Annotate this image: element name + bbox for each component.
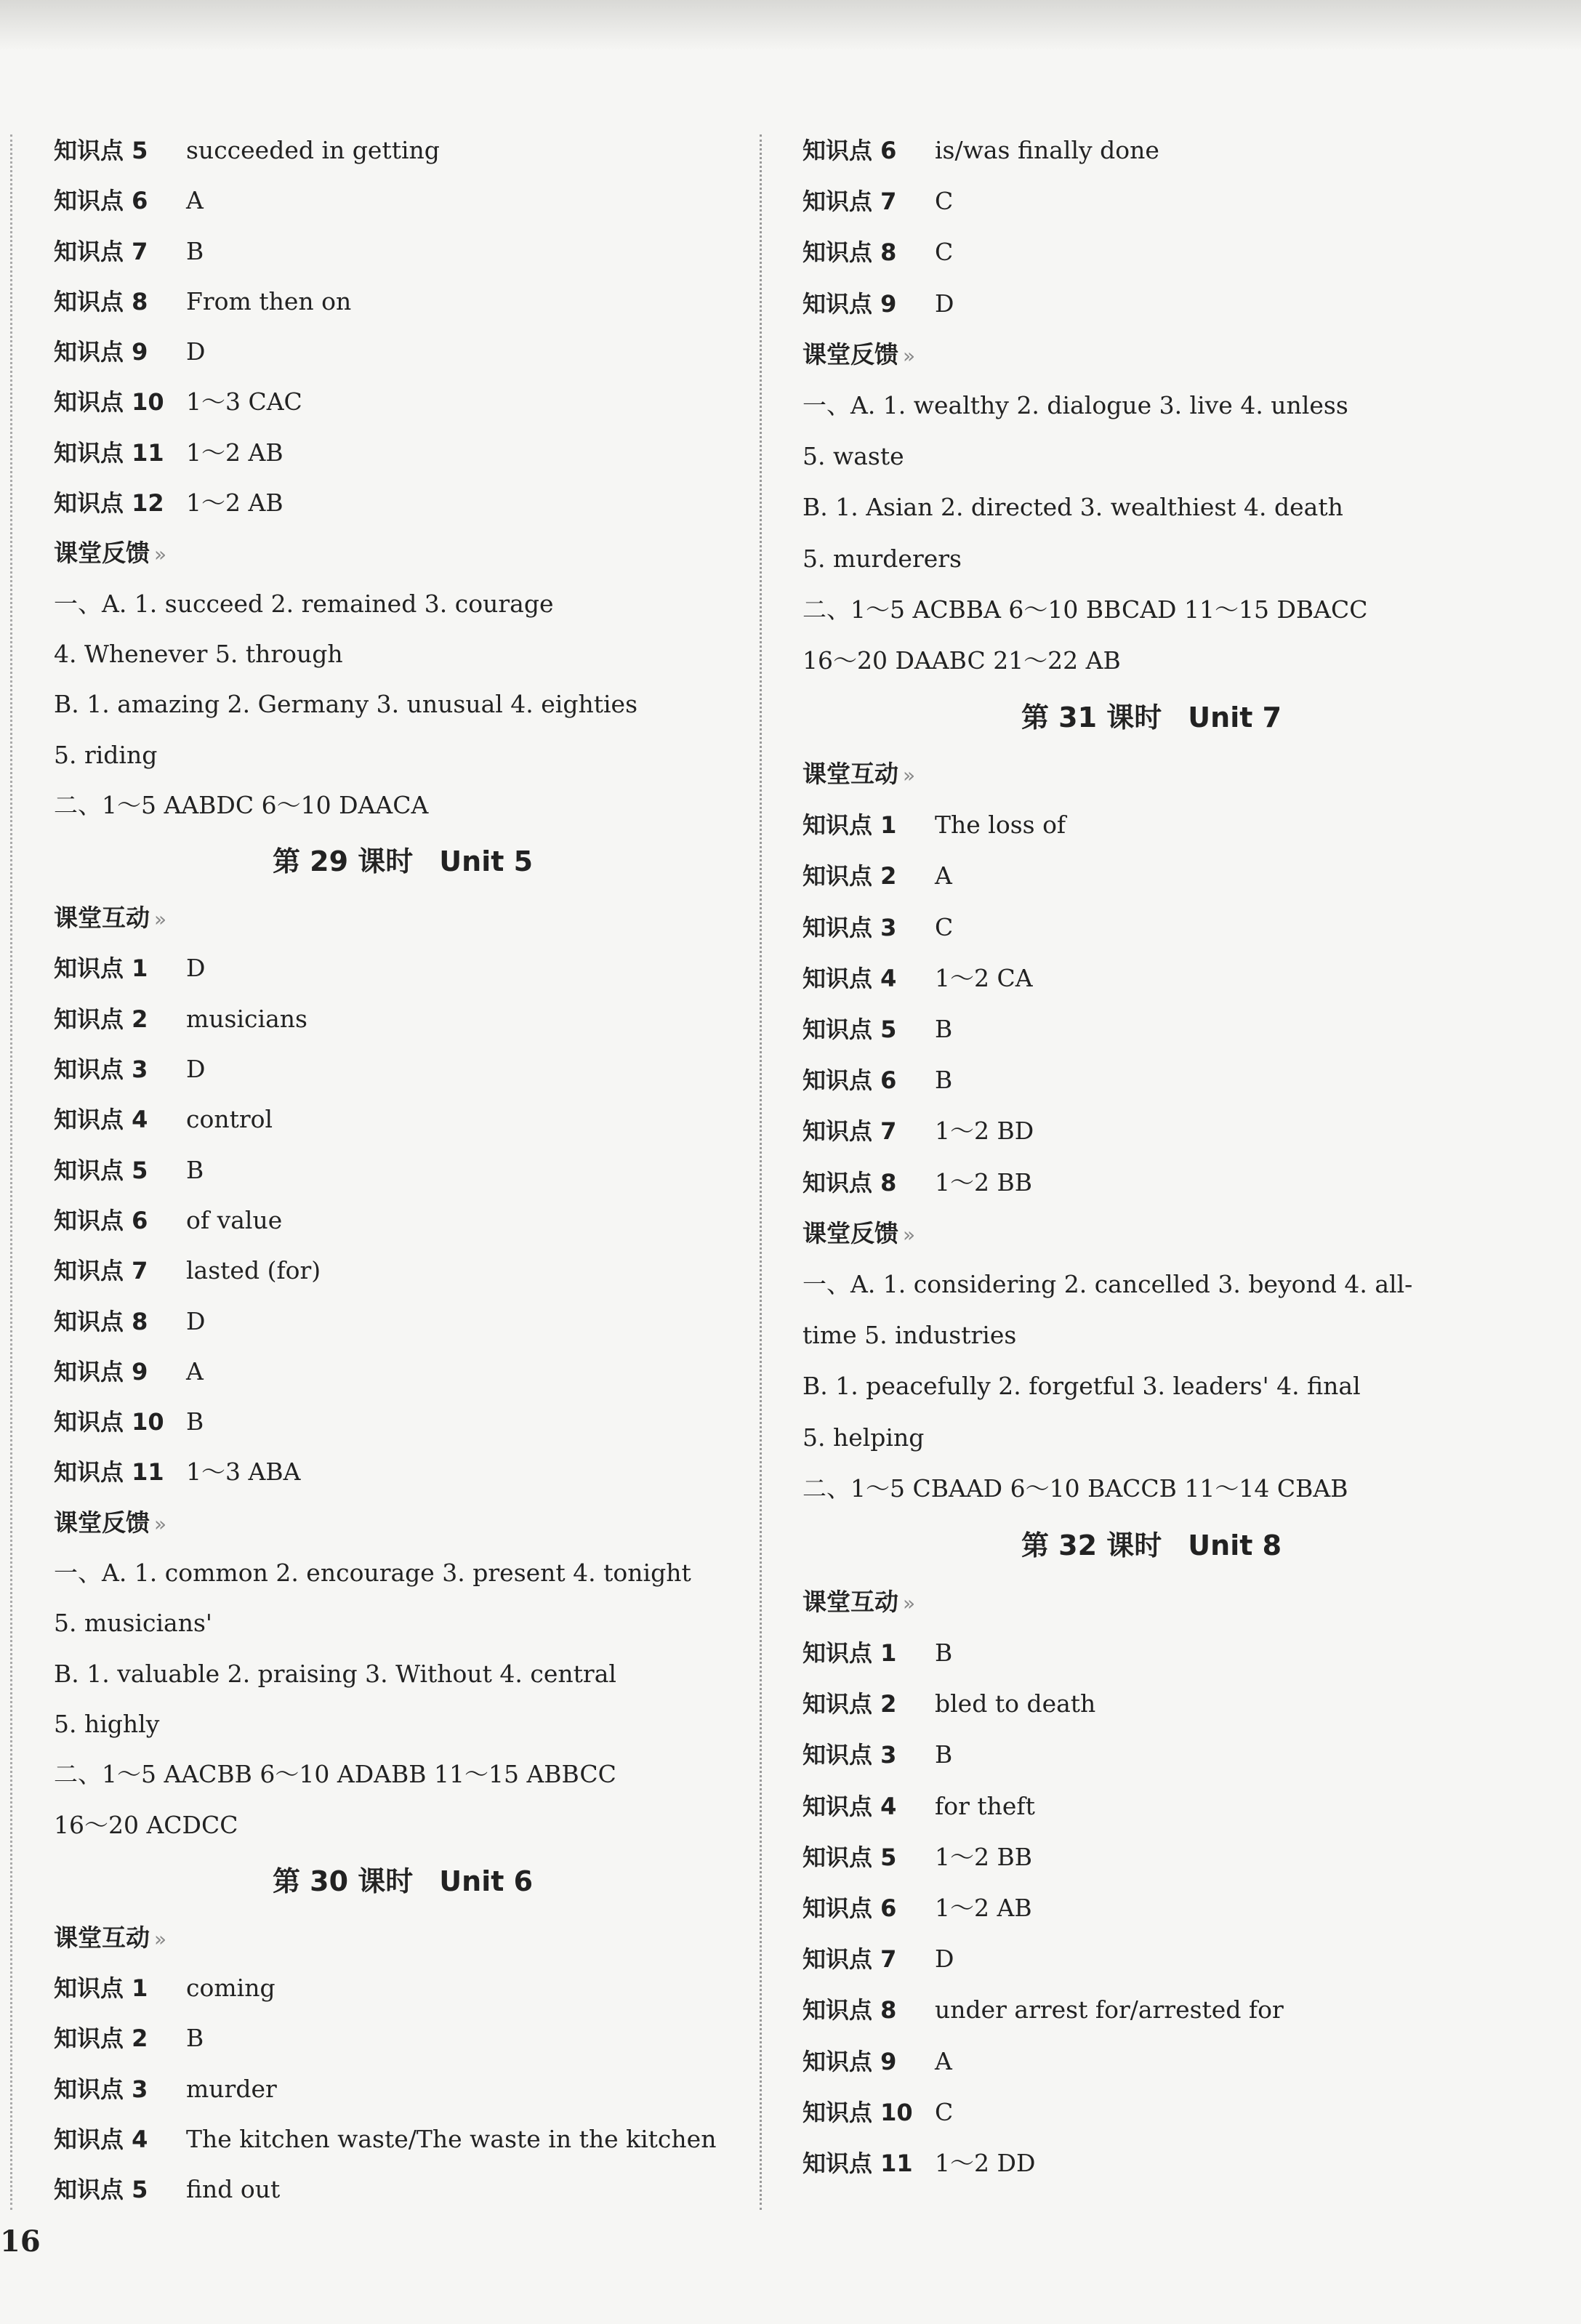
answer-line: 16～20 DAABC 21～22 AB xyxy=(802,646,1121,675)
list-item: 知识点 2 A xyxy=(802,861,952,890)
section-heading-feedback: 课堂反馈 » xyxy=(54,1508,167,1537)
double-chevron-icon: » xyxy=(903,343,916,368)
list-item: 知识点 1 coming xyxy=(54,1974,275,2003)
double-chevron-icon: » xyxy=(154,1511,167,1536)
answer-line: 二、1～5 ACBBA 6～10 BBCAD 11～15 DBACC xyxy=(802,595,1368,624)
section-heading-interact: 课堂互动 » xyxy=(54,1923,167,1952)
double-chevron-icon: » xyxy=(903,763,916,788)
answer-line: 16～20 ACDCC xyxy=(54,1810,238,1839)
answer-line: 5. musicians' xyxy=(54,1609,212,1638)
list-item: 知识点 10 1～3 CAC xyxy=(54,387,302,417)
list-item: 知识点 12 1～2 AB xyxy=(54,488,283,518)
list-item: 知识点 5 find out xyxy=(54,2175,281,2204)
list-item: 知识点 7 B xyxy=(54,236,204,265)
list-item: 知识点 9 A xyxy=(54,1356,204,1386)
double-chevron-icon: » xyxy=(903,1222,916,1247)
answer-line: 5. riding xyxy=(54,740,158,769)
left-gutter-line xyxy=(10,134,12,2210)
column-divider xyxy=(760,134,762,2210)
list-item: 知识点 5 B xyxy=(54,1155,204,1184)
answer-line: 一、A. 1. considering 2. cancelled 3. beyond 4. all- xyxy=(802,1269,1413,1298)
lesson-title: 第 31 课时 Unit 7 xyxy=(1021,701,1282,734)
list-item: 知识点 3 C xyxy=(802,912,954,941)
list-item: 知识点 8 From then on xyxy=(54,286,352,315)
section-heading-interact: 课堂互动 » xyxy=(802,1587,916,1616)
list-item: 知识点 6 is/was finally done xyxy=(802,136,1159,164)
answer-line: 二、1～5 CBAAD 6～10 BACCB 11～14 CBAB xyxy=(802,1473,1348,1503)
section-heading-feedback: 课堂反馈 » xyxy=(54,539,167,568)
list-item: 知识点 10 B xyxy=(54,1407,204,1436)
answer-line: 一、A. 1. wealthy 2. dialogue 3. live 4. unless xyxy=(802,390,1348,419)
section-heading-interact: 课堂互动 » xyxy=(54,904,167,933)
list-item: 知识点 7 C xyxy=(802,187,954,216)
list-item: 知识点 8 D xyxy=(54,1306,206,1335)
list-item: 知识点 8 1～2 BB xyxy=(802,1167,1032,1197)
list-item: 知识点 8 C xyxy=(802,238,954,267)
list-item: 知识点 4 1～2 CA xyxy=(802,963,1033,992)
answer-line: 4. Whenever 5. through xyxy=(54,639,343,668)
section-heading-feedback: 课堂反馈 » xyxy=(802,339,916,369)
list-item: 知识点 4 for theft xyxy=(802,1791,1035,1820)
right-column xyxy=(802,125,1500,2189)
list-item: 知识点 1 B xyxy=(802,1639,953,1668)
list-item: 知识点 6 1～2 AB xyxy=(802,1894,1032,1922)
list-item: 知识点 6 of value xyxy=(54,1205,283,1234)
list-item: 知识点 2 B xyxy=(54,2024,204,2053)
double-chevron-icon: » xyxy=(154,1926,167,1951)
list-item: 知识点 6 B xyxy=(802,1066,953,1095)
list-item: 知识点 9 A xyxy=(802,2046,952,2075)
list-item: 知识点 6 A xyxy=(54,186,204,215)
list-item: 知识点 10 C xyxy=(802,2097,954,2126)
double-chevron-icon: » xyxy=(903,1591,916,1615)
answer-line: 5. highly xyxy=(54,1709,160,1738)
answer-line: B. 1. Asian 2. directed 3. wealthiest 4. death xyxy=(802,493,1343,522)
lesson-title: 第 30 课时 Unit 6 xyxy=(272,1865,534,1897)
list-item: 知识点 11 1～2 AB xyxy=(54,438,283,467)
answer-line: 5. waste xyxy=(802,442,904,471)
answer-line: 5. helping xyxy=(802,1423,925,1452)
answer-line: time 5. industries xyxy=(802,1321,1017,1350)
lesson-title: 第 32 课时 Unit 8 xyxy=(1021,1529,1282,1561)
list-item: 知识点 3 D xyxy=(54,1055,206,1084)
list-item: 知识点 1 D xyxy=(54,954,206,983)
lesson-title: 第 29 课时 Unit 5 xyxy=(272,845,534,878)
section-heading-feedback: 课堂反馈 » xyxy=(802,1218,916,1247)
list-item: 知识点 5 B xyxy=(802,1015,953,1043)
answer-line: B. 1. peacefully 2. forgetful 3. leaders' 4. final xyxy=(802,1372,1361,1401)
list-item: 知识点 9 D xyxy=(54,337,206,366)
list-item: 知识点 3 murder xyxy=(54,2074,277,2103)
answer-line: 二、1～5 AABDC 6～10 DAACA xyxy=(54,790,429,819)
answer-line: 一、A. 1. common 2. encourage 3. present 4. tonight xyxy=(54,1559,691,1588)
top-scan-shadow xyxy=(0,0,1581,51)
list-item: 知识点 2 musicians xyxy=(54,1004,307,1033)
list-item: 知识点 4 control xyxy=(54,1105,273,1134)
list-item: 知识点 11 1～2 DD xyxy=(802,2148,1036,2177)
double-chevron-icon: » xyxy=(154,542,167,567)
kp-list xyxy=(54,125,752,528)
list-item: 知识点 3 B xyxy=(802,1740,953,1769)
list-item: 知识点 11 1～3 ABA xyxy=(54,1457,301,1487)
list-item: 知识点 7 D xyxy=(802,1945,954,1974)
list-item: 知识点 1 The loss of xyxy=(802,811,1066,840)
list-item: 知识点 9 D xyxy=(802,289,954,318)
answer-line: 二、1～5 AACBB 6～10 ADABB 11～15 ABBCC xyxy=(54,1760,616,1789)
list-item: 知识点 2 bled to death xyxy=(802,1689,1096,1718)
answer-line: 一、A. 1. succeed 2. remained 3. courage xyxy=(54,589,554,618)
list-item: 知识点 8 under arrest for/arrested for xyxy=(802,1995,1284,2025)
list-item: 知识点 7 1～2 BD xyxy=(802,1117,1034,1146)
list-item: 知识点 5 succeeded in getting xyxy=(54,136,440,164)
list-item: 知识点 5 1～2 BB xyxy=(802,1842,1032,1871)
section-heading-interact: 课堂互动 » xyxy=(802,760,916,789)
left-column xyxy=(54,125,752,2215)
answer-line: B. 1. valuable 2. praising 3. Without 4. central xyxy=(54,1659,616,1688)
answer-line: B. 1. amazing 2. Germany 3. unusual 4. eighties xyxy=(54,690,638,719)
double-chevron-icon: » xyxy=(154,907,167,932)
page-number: 16 xyxy=(0,2224,41,2259)
list-item: 知识点 7 lasted (for) xyxy=(54,1256,321,1285)
answer-line: 5. murderers xyxy=(802,544,962,573)
list-item: 知识点 4 The kitchen waste/The waste in the kitchen xyxy=(54,2124,717,2153)
